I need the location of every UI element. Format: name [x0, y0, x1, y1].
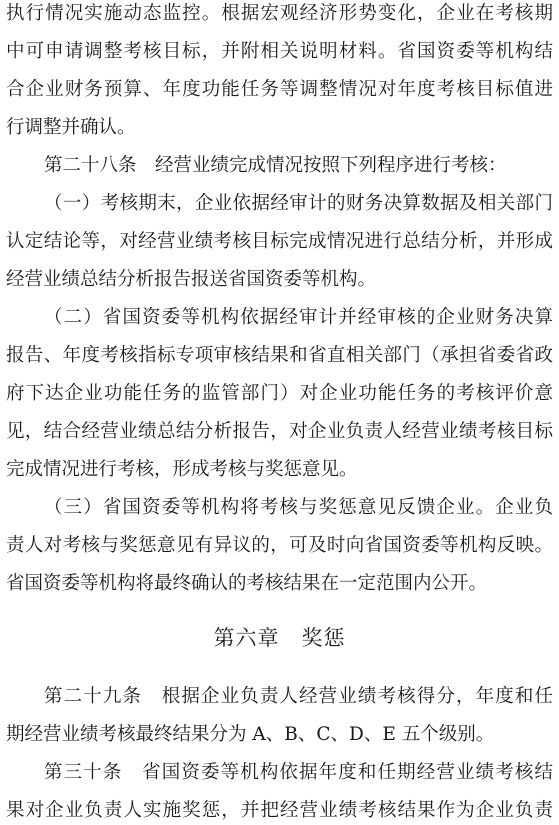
item-3-line: 省国资委等机构将最终确认的考核结果在一定范围内公开。: [6, 573, 488, 594]
item-3-line: 责人对考核与奖惩意见有异议的，可及时向省国资委等机构反映。: [6, 535, 553, 556]
item-1-line: 认定结论等，对经营业绩考核目标完成情况进行总结分析，并形成: [6, 231, 553, 252]
item-3-line: （三）省国资委等机构将考核与奖惩意见反馈企业。企业负: [44, 497, 553, 518]
item-2-line: （二）省国资委等机构依据经审计并经审核的企业财务决算: [44, 307, 553, 328]
item-2-line: 见，结合经营业绩总结分析报告，对企业负责人经营业绩考核目标: [6, 421, 553, 442]
paragraph-line: 执行情况实施动态监控。根据宏观经济形势变化，企业在考核期: [6, 3, 553, 24]
item-1-line: （一）考核期末，企业依据经审计的财务决算数据及相关部门: [44, 193, 553, 214]
item-1-line: 经营业绩总结分析报告报送省国资委等机构。: [6, 269, 377, 290]
paragraph-line: 行调整并确认。: [6, 117, 136, 138]
chapter-title: 第六章 奖惩: [213, 626, 346, 650]
item-2-line: 完成情况进行考核，形成考核与奖惩意见。: [6, 459, 358, 480]
article-29-line: 第二十九条 根据企业负责人经营业绩考核得分，年度和任: [44, 686, 553, 707]
article-30-line: 果对企业负责人实施奖惩，并把经营业绩考核结果作为企业负责: [6, 800, 553, 821]
article-30-line: 第三十条 省国资委等机构依据年度和任期经营业绩考核结: [44, 762, 553, 783]
paragraph-line: 中可申请调整考核目标，并附相关说明材料。省国资委等机构结: [6, 41, 553, 62]
article-29-line: 期经营业绩考核最终结果分为 A、B、C、D、E 五个级别。: [6, 724, 495, 745]
item-2-line: 报告、年度考核指标专项审核结果和省直相关部门（承担省委省政: [6, 345, 553, 366]
paragraph-line: 合企业财务预算、年度功能任务等调整情况对年度考核目标值进: [6, 79, 553, 100]
item-2-line: 府下达企业功能任务的监管部门）对企业功能任务的考核评价意: [6, 383, 553, 404]
article-28-line: 第二十八条 经营业绩完成情况按照下列程序进行考核：: [44, 155, 507, 176]
